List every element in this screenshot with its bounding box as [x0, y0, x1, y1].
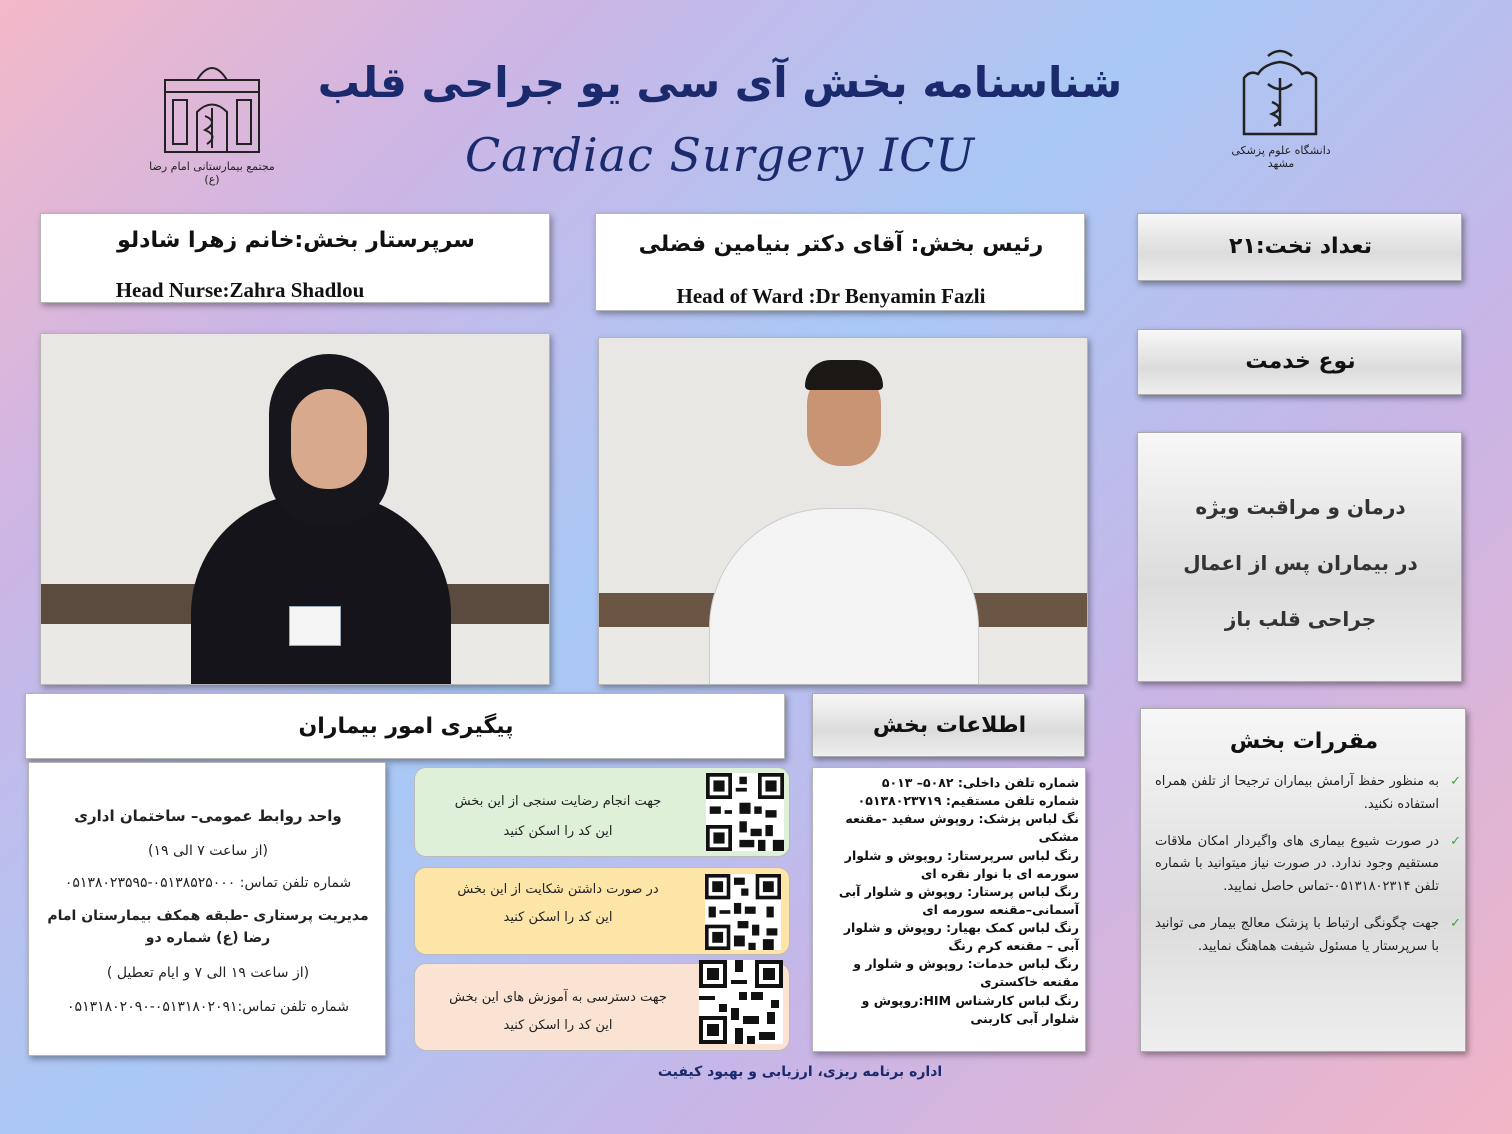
public-relations-unit: واحد روابط عمومی– ساختمان اداری: [74, 807, 342, 825]
id-badge: [289, 606, 341, 646]
hospital-logo: [148, 52, 276, 192]
rules-title: مقررات بخش: [1229, 729, 1379, 754]
qr-card-satisfaction-line2: این کد را اسکن کنید: [503, 824, 613, 839]
qr-card-complaint: [414, 867, 790, 955]
head-nurse-fa: سرپرستار بخش:خانم زهرا شادلو: [117, 228, 475, 253]
head-ward-photo: [598, 337, 1088, 685]
public-relations-hours: (از ساعت ۷ الی ۱۹): [148, 843, 268, 859]
beds-count: تعداد تخت:۲۱: [1229, 234, 1372, 259]
nursing-management: مدیریت پرستاری -طبقه همکف بیمارستان امام رضا (ع) شماره دو: [47, 908, 369, 947]
patient-affairs-box: [28, 762, 386, 1056]
service-description-box: [1137, 432, 1462, 682]
service-title-box: [1137, 329, 1462, 395]
ward-info-line: رنگ لباس خدمات: روپوش و شلوار و مقنعه خاکستری: [853, 956, 1079, 990]
qr-card-complaint-line1: در صورت داشتن شکایت از این بخش: [457, 882, 659, 897]
ward-info-title: اطلاعات بخش: [872, 713, 1027, 738]
rules-box: [1140, 708, 1466, 1052]
footer-text: اداره برنامه ریزی، ارزیابی و بهبود کیفیت: [657, 1064, 943, 1080]
head-nurse-card: [40, 213, 550, 303]
nursing-management-hours: (از ساعت ۱۹ الی ۷ و ایام تعطیل ): [106, 965, 310, 981]
ward-info-title-box: [812, 693, 1085, 757]
ward-info-line: رنگ لباس سرپرستار: روپوش و شلوار سورمه ای با نوار نقره ای: [844, 847, 1079, 881]
hospital-building-icon: [157, 52, 267, 157]
head-nurse-photo: [40, 333, 550, 685]
ward-info-line: شماره تلفن داخلی: ۵۰۸۲– ۵۰۱۳: [881, 775, 1079, 790]
ward-info-list: [821, 774, 1079, 1028]
head-ward-fa: رئیس بخش: آقای دکتر بنیامین فضلی: [638, 232, 1044, 257]
qr-card-complaint-line2: این کد را اسکن کنید: [503, 910, 613, 925]
ward-info-line: نگ لباس پزشک: روپوش سفید -مقنعه مشکی: [845, 811, 1079, 845]
page-title-fa: شناسنامه بخش آی سی یو جراحی قلب: [317, 58, 1123, 107]
patient-affairs-title: پیگیری امور بیماران: [298, 714, 514, 739]
hospital-logo-text: مجتمع بیمارستانی امام رضا (ع): [149, 160, 275, 186]
service-line-3: جراحی قلب باز: [1224, 607, 1377, 631]
university-logo-text: دانشگاه علوم پزشکی مشهد: [1231, 144, 1331, 170]
service-line-2: در بیماران پس از اعمال: [1183, 551, 1418, 575]
ward-info-line: رنگ لباس کارشناس HIM:روپوش و شلوار آبی کاربنی: [861, 992, 1079, 1026]
head-nurse-en: Head Nurse:Zahra Shadlou: [115, 278, 365, 302]
qr-card-satisfaction-line1: جهت انجام رضایت سنجی از این بخش: [454, 794, 662, 809]
qr-code-icon[interactable]: [705, 874, 781, 950]
check-icon: ✓: [1450, 774, 1461, 789]
patient-affairs-title-box: [25, 693, 785, 759]
qr-card-education: [414, 963, 790, 1051]
qr-code-icon[interactable]: [699, 960, 783, 1044]
ward-info-line: رنگ لباس پرستار: روپوش و شلوار آبی آسمانی–مقنعه سورمه ای: [838, 883, 1079, 917]
university-emblem-icon: [1238, 48, 1322, 140]
check-icon: ✓: [1450, 833, 1461, 849]
head-ward-card: [595, 213, 1085, 311]
page-title-en: Cardiac Surgery ICU: [464, 128, 976, 182]
university-logo: [1226, 48, 1336, 178]
service-title: نوع خدمت: [1245, 349, 1356, 374]
nursing-management-phone: شماره تلفن تماس:۰۵۱۳۱۸۰۲۰۹۱-۰۵۱۳۱۸۰۲۰۹۰: [67, 999, 349, 1015]
rule-item: ✓ به منظور حفظ آرامش بیماران ترجیحا از تلفن همراه استفاده نکنید.: [1155, 771, 1455, 817]
service-line-1: درمان و مراقبت ویژه: [1195, 495, 1406, 519]
check-icon: ✓: [1450, 915, 1461, 931]
rule-item: ✓ در صورت شیوع بیماری های واگیردار امکان ملاقات مستقیم وجود ندارد. در صورت نیاز میتوانید با شماره تلفن ۰۵۱۳۱۸۰۲۳۱۴-تماس حاصل نمایید.: [1155, 831, 1455, 899]
rules-list: [1155, 771, 1461, 958]
ward-info-line: رنگ لباس کمک بهیار: روپوش و شلوار آبی – مقنعه کرم رنگ: [843, 920, 1079, 954]
head-ward-en: Head of Ward :Dr Benyamin Fazli: [676, 284, 986, 308]
rule-item: ✓ جهت چگونگی ارتباط با پزشک معالج بیمار می توانید با سرپرستار یا مسئول شیفت هماهنگ نمایید.: [1155, 913, 1455, 959]
qr-card-satisfaction: [414, 767, 790, 857]
qr-card-education-line2: این کد را اسکن کنید: [503, 1018, 613, 1033]
ward-info-box: [812, 767, 1086, 1052]
ward-info-line: شماره تلفن مستقیم: ۰۵۱۳۸۰۲۳۷۱۹: [857, 793, 1079, 809]
beds-box: [1137, 213, 1462, 281]
public-relations-phone: شماره تلفن تماس: ۰۵۱۳۸۵۲۵۰۰۰-۰۵۱۳۸۰۲۳۵۹۵: [64, 875, 352, 891]
qr-code-icon[interactable]: [706, 773, 784, 851]
qr-card-education-line1: جهت دسترسی به آموزش های این بخش: [449, 990, 667, 1005]
